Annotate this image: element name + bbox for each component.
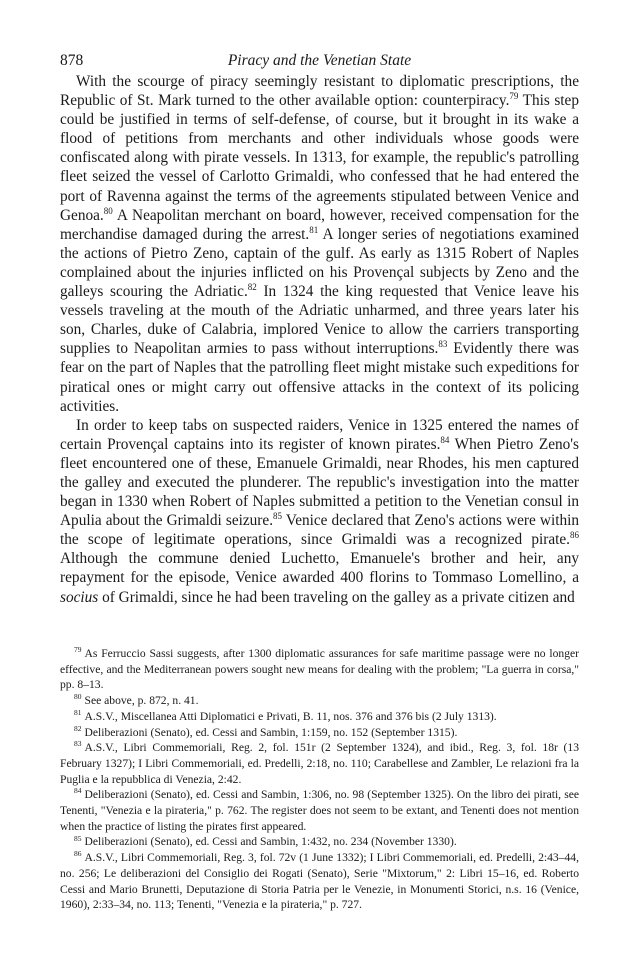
footnote <box>60 787 579 834</box>
paragraph-1 <box>60 72 579 416</box>
text-run: A longer series of negotiations examined the actions of Pietro Zeno, captain of the gulf. As early as 1315 Robert of Naples complained about the injuries inflicted on his Provençal subjects by Zeno and the galleys scouring the Adriatic. <box>60 225 579 301</box>
footnote-ref: 86 <box>570 530 579 541</box>
text-run: of Grimaldi, since he had been traveling on the galley as a private citizen and <box>98 588 575 606</box>
footnote-text: Deliberazioni (Senato), ed. Cessi and Sambin, 1:159, no. 152 (September 1315). <box>84 725 458 739</box>
text-run: In 1324 the king requested that Venice leave his vessels traveling at the mouth of the Adriatic unharmed, and three years later his son, Charles, duke of Calabria, implored Venice to allow the carriers transporting supplies to Neapolitan armies to pass without interruptions. <box>60 283 579 358</box>
text-run: A Neapolitan merchant on board, however, received compensation for the merchandise damaged during the arrest. <box>60 206 579 243</box>
footnote <box>60 693 579 709</box>
text-run: Although the commune denied Luchetto, Emanuele's brother and heir, any repayment for the episode, Venice awarded 400 florins to Tommaso Lomellino, a <box>60 550 579 587</box>
footnote-number: 85 <box>74 833 82 843</box>
footnote-text: A.S.V., Libri Commemoriali, Reg. 3, fol. 72v (1 June 1332); I Libri Commemoriali, ed. Predelli, 2:43–44, no. 256; Le deliberazioni del Consiglio dei Rogati (Senato), Serie "Mixtorum," 2: Libri 15–16, ed. Roberto Cessi and Mario Brunetti, Deputazione di Storia Patria per le Venezie, in Monumenti Storici, n.s. 16 (Venice, 1960), 2:33–34, no. 113; Tenenti, "Venezia e la pirateria," p. 727. <box>60 851 579 912</box>
footnote-text: Deliberazioni (Senato), ed. Cessi and Sambin, 1:432, no. 234 (November 1330). <box>84 835 457 849</box>
text-run: This step could be justified in terms of self-defense, of course, but it brought in its wake a flood of petitions from merchants and other individuals whose goods were confiscated along with pirate vessels. In 1313, for example, the republic's patrolling fleet seized the vessel of Carlotto Grimaldi, who confessed that he had entered the port of Ravenna against the terms of the agreements stipulated between Venice and Genoa. <box>60 92 579 224</box>
text-run: With the scourge of piracy seemingly resistant to diplomatic prescriptions, the Republic of St. Mark turned to the other available option: counterpiracy. <box>60 73 579 110</box>
text-run: In order to keep tabs on suspected raiders, Venice in 1325 entered the names of certain Provençal captains into its register of known pirates. <box>60 416 579 453</box>
footnote <box>60 725 579 741</box>
footnote-ref: 79 <box>509 91 519 101</box>
italic-term: socius <box>60 588 99 606</box>
footnote <box>60 709 579 725</box>
footnote-number: 84 <box>74 786 82 796</box>
footnote <box>60 646 579 693</box>
footnote-ref: 85 <box>273 511 283 522</box>
footnote-number: 86 <box>74 849 82 859</box>
footnote-number: 83 <box>74 739 82 749</box>
footnote-text: As Ferruccio Sassi suggests, after 1300 diplomatic assurances for safe maritime passage were no longer effective, and the Mediterranean powers sought new means for dealing with the problem; "La guerra in corsa," pp. 8–13. <box>60 647 579 692</box>
footnote-text: A.S.V., Miscellanea Atti Diplomatici e Privati, B. 11, nos. 376 and 376 bis (2 July 1313). <box>84 709 497 723</box>
page-header <box>60 42 579 70</box>
footnotes <box>60 646 579 913</box>
footnote-number: 82 <box>74 723 82 733</box>
running-head: Piracy and the Venetian State <box>227 52 412 69</box>
footnote-ref: 81 <box>309 224 319 235</box>
paragraph-2 <box>60 416 579 607</box>
footnote-ref: 80 <box>103 205 113 216</box>
page-number: 878 <box>60 52 84 69</box>
footnote <box>60 850 579 913</box>
footnote-text: A.S.V., Libri Commemoriali, Reg. 2, fol. 151r (2 September 1324), and ibid., Reg. 3, fol. 18r (13 February 1327); I Libri Commemoriali, ed. Predelli, 2:18, no. 110; Carabellese and Zambler, Le relazioni fra la Puglia e la repubblica di Venezia, 2:42. <box>60 741 579 786</box>
footnote-number: 79 <box>74 645 82 655</box>
text-run: When Pietro Zeno's fleet encountered one of these, Emanuele Grimaldi, near Rhodes, his men captured the galley and executed the plunderer. The republic's investigation into the matter began in 1330 when Robert of Naples submitted a petition to the Venetian consul in Apulia about the Grimaldi seizure. <box>60 435 579 530</box>
body-text <box>60 72 579 607</box>
text-run: Evidently there was fear on the part of Naples that the patrolling fleet might mistake such expeditions for piratical ones or might carry out offensive attacks in the context of its policing activities. <box>60 340 579 415</box>
footnote-number: 81 <box>74 707 82 717</box>
footnote-text: Deliberazioni (Senato), ed. Cessi and Sambin, 1:306, no. 98 (September 1325). On the libro dei pirati, see Tenenti, "Venezia e la pirateria," p. 762. The register does not seem to be extant, and Tenenti does not mention when the practice of listing the pirates first appeared. <box>60 788 579 833</box>
footnote <box>60 834 579 850</box>
footnote-text: See above, p. 872, n. 41. <box>84 694 199 708</box>
footnote-ref: 83 <box>438 339 448 350</box>
page <box>60 42 579 607</box>
footnote-number: 80 <box>74 692 82 702</box>
footnote-ref: 84 <box>440 434 450 445</box>
footnote <box>60 740 579 787</box>
text-run: Venice declared that Zeno's actions were within the scope of legitimate operations, since Grimaldi was a recognized pirate. <box>60 512 580 549</box>
footnote-ref: 82 <box>247 281 257 292</box>
